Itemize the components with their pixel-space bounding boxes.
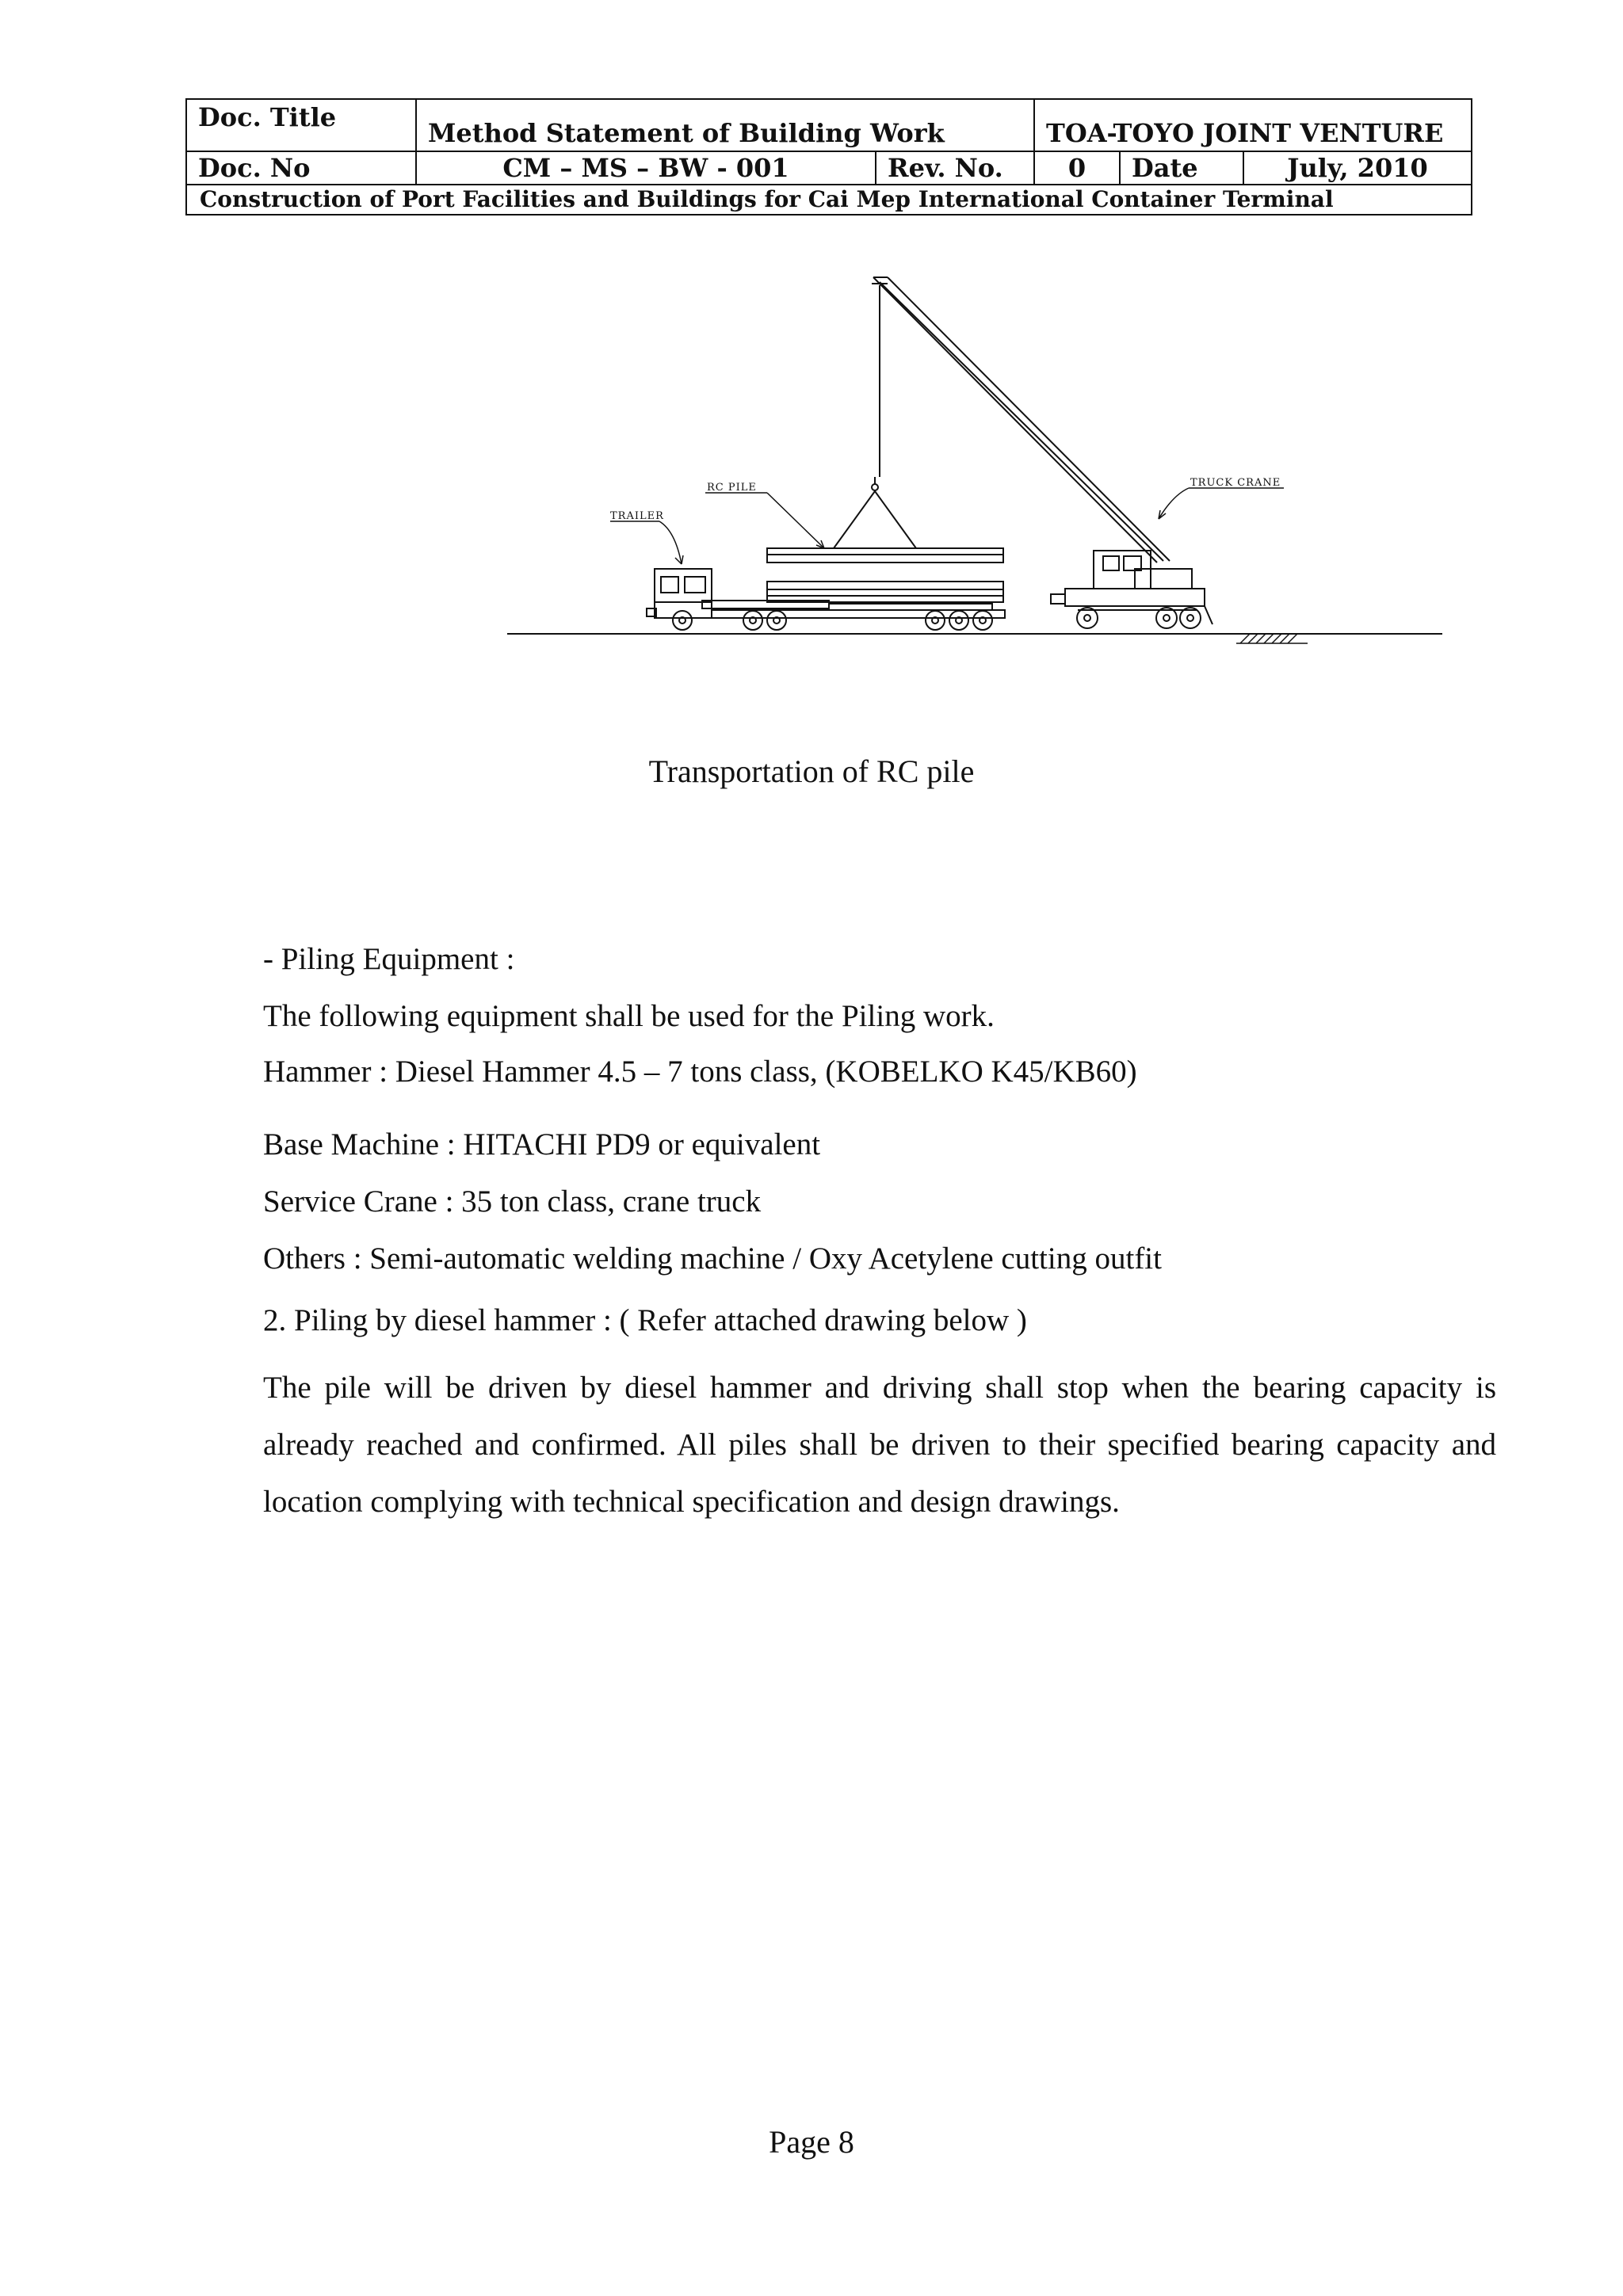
equipment-intro: The following equipment shall be used for the Piling work. <box>263 999 995 1033</box>
truck-crane <box>1051 551 1212 628</box>
section-2-heading: 2. Piling by diesel hammer : ( Refer attached drawing below ) <box>263 1303 1027 1337</box>
crane-boom <box>872 277 1170 563</box>
company-name: TOA-TOYO JOINT VENTURE <box>1034 99 1472 151</box>
rev-label: Rev. No. <box>876 151 1034 185</box>
doc-no: CM – MS – BW - 001 <box>416 151 876 185</box>
label-truck-crane: TRUCK CRANE <box>1190 477 1281 489</box>
figure-caption: Transportation of RC pile <box>648 753 975 789</box>
label-trailer: TRAILER <box>610 510 664 522</box>
transport-drawing <box>491 269 1442 650</box>
equipment-heading: - Piling Equipment : <box>263 942 515 976</box>
label-leaders <box>610 488 1284 564</box>
crane-slings <box>834 477 916 548</box>
rev-value: 0 <box>1034 151 1120 185</box>
equipment-service-crane: Service Crane : 35 ton class, crane truck <box>263 1184 762 1219</box>
doc-title: Method Statement of Building Work <box>416 99 1034 151</box>
page-number: Page 8 <box>769 2124 854 2160</box>
trailer-truck <box>647 569 1005 630</box>
doc-no-label: Doc. No <box>186 151 416 185</box>
ground-hatch <box>1236 634 1308 643</box>
label-rc-pile: RC PILE <box>707 482 757 494</box>
equipment-hammer: Hammer : Diesel Hammer 4.5 – 7 tons class, (KOBELKO K45/KB60) <box>263 1055 1137 1089</box>
project-name: Construction of Port Facilities and Buildings for Cai Mep International Container Terminal <box>186 185 1472 215</box>
date-value: July, 2010 <box>1243 151 1472 185</box>
doc-title-label: Doc. Title <box>186 99 416 151</box>
rc-pile-on-trailer <box>767 582 1003 602</box>
section-2-paragraph: The pile will be driven by diesel hammer and driving shall stop when the bearing capacity is already reached and confirmed. All piles shall be driven to their specified bearing capacity and location complying with technical specification and design drawings. <box>263 1371 1496 1519</box>
document-header-table <box>185 98 1472 215</box>
equipment-base-machine: Base Machine : HITACHI PD9 or equivalent <box>263 1127 821 1161</box>
equipment-others: Others : Semi-automatic welding machine / Oxy Acetylene cutting outfit <box>263 1241 1162 1276</box>
date-label: Date <box>1120 151 1243 185</box>
rc-pile-lifted <box>767 548 1003 563</box>
